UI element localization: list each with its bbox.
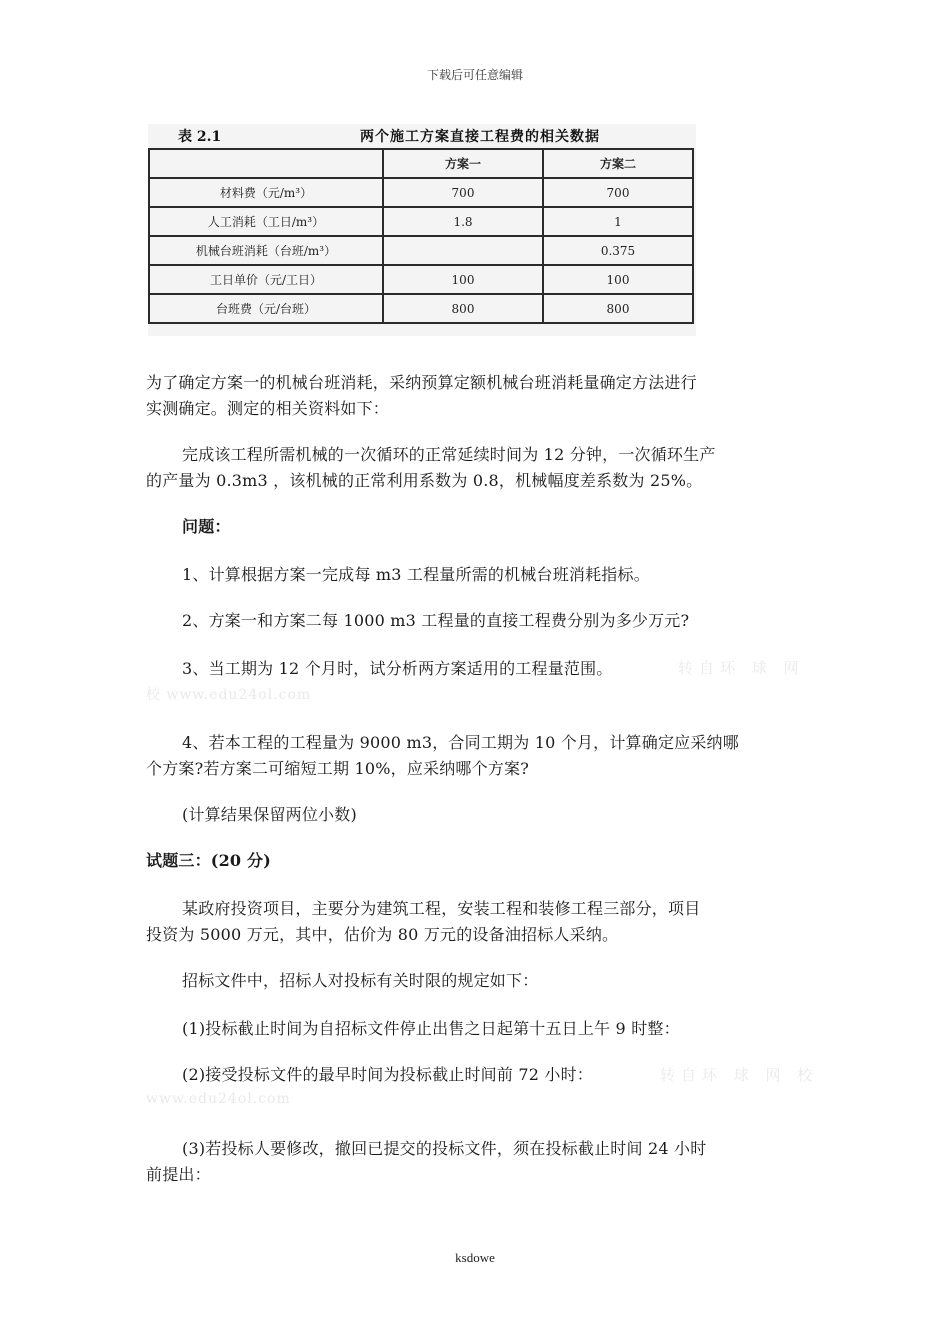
rounding-note: (计算结果保留两位小数) — [182, 805, 357, 824]
question-4 — [146, 730, 806, 782]
row-label: 台班费（元/台班） — [149, 294, 383, 323]
section-3-item-1: (1)投标截止时间为自招标文件停止出售之日起第十五日上午 9 时整： — [182, 1019, 680, 1038]
text-span: (3)若投标人要修改，撤回已提交的投标文件，须在投标截止时间 24 小时 — [182, 1139, 707, 1158]
table-number: 表 2.1 — [178, 129, 222, 145]
text-line: 实测确定。测定的相关资料如下： — [146, 399, 390, 418]
table-row — [149, 178, 693, 207]
paragraph-data — [146, 442, 806, 494]
cell-plan1 — [383, 236, 543, 265]
watermark-text: 转自环 球 网 — [678, 659, 805, 677]
text-line — [146, 730, 806, 756]
table-header-row — [149, 149, 693, 178]
text-line — [146, 442, 806, 468]
section-3-paragraph-1 — [146, 896, 806, 948]
cell-plan1: 100 — [383, 265, 543, 294]
questions-heading: 问题： — [182, 517, 231, 536]
table-title: 两个施工方案直接工程费的相关数据 — [360, 129, 600, 145]
text-line: 的产量为 0.3m3 ，该机械的正常利用系数为 0.8，机械幅度差系数为 25%。 — [146, 471, 703, 490]
data-table — [148, 148, 694, 324]
row-label: 人工消耗（工日/m³） — [149, 207, 383, 236]
text-line: 个方案?若方案二可缩短工期 10%，应采纳哪个方案? — [146, 759, 530, 778]
row-label: 机械台班消耗（台班/m³） — [149, 236, 383, 265]
page-header: 下载后可任意编辑 — [426, 68, 523, 82]
cell-plan1: 700 — [383, 178, 543, 207]
cell-plan2: 0.375 — [543, 236, 693, 265]
text-span: 完成该工程所需机械的一次循环的正常延续时间为 12 分钟，一次循环生产 — [182, 445, 716, 464]
table-row — [149, 236, 693, 265]
question-2: 2、方案一和方案二每 1000 m3 工程量的直接工程费分别为多少万元? — [182, 611, 690, 630]
text-line — [146, 1136, 806, 1162]
scanned-table-image — [148, 124, 696, 336]
cell-plan2: 800 — [543, 294, 693, 323]
watermark-text: 校 www.edu24ol.com — [146, 687, 312, 703]
watermark-text: 转自环 球 网 校 — [660, 1066, 819, 1084]
table-row — [149, 265, 693, 294]
row-label: 工日单价（元/工日） — [149, 265, 383, 294]
cell-plan1: 1.8 — [383, 207, 543, 236]
page-footer: ksdowe — [455, 1250, 495, 1265]
text-span: 4、若本工程的工程量为 9000 m3，合同工期为 10 个月，计算确定应采纳哪 — [182, 733, 739, 752]
cell-plan2: 1 — [543, 207, 693, 236]
header-cell-empty — [149, 149, 383, 178]
header-cell-plan2: 方案二 — [543, 149, 693, 178]
text-line — [146, 896, 806, 922]
row-label: 材料费（元/m³） — [149, 178, 383, 207]
cell-plan2: 100 — [543, 265, 693, 294]
header-cell-plan1: 方案一 — [383, 149, 543, 178]
cell-plan2: 700 — [543, 178, 693, 207]
section-3-item-2: (2)接受投标文件的最早时间为投标截止时间前 72 小时： — [182, 1065, 593, 1084]
question-3: 3、当工期为 12 个月时，试分析两方案适用的工程量范围。 — [182, 659, 613, 678]
table-row — [149, 207, 693, 236]
text-line: 投资为 5000 万元，其中，估价为 80 万元的设备油招标人采纳。 — [146, 925, 619, 944]
cell-plan1: 800 — [383, 294, 543, 323]
section-3-item-3 — [146, 1136, 806, 1188]
table-row — [149, 294, 693, 323]
text-span: 某政府投资项目，主要分为建筑工程，安装工程和装修工程三部分，项目 — [182, 899, 701, 918]
text-line: 前提出： — [146, 1165, 211, 1184]
section-3-paragraph-2: 招标文件中，招标人对投标有关时限的规定如下： — [182, 971, 539, 990]
section-3-title: 试题三：(20 分) — [146, 851, 271, 870]
question-1: 1、计算根据方案一完成每 m3 工程量所需的机械台班消耗指标。 — [182, 565, 650, 584]
text-line: 为了确定方案一的机械台班消耗，采纳预算定额机械台班消耗量确定方法进行 — [146, 373, 697, 392]
paragraph-intro — [146, 370, 806, 422]
watermark-text: www.edu24ol.com — [146, 1091, 291, 1107]
